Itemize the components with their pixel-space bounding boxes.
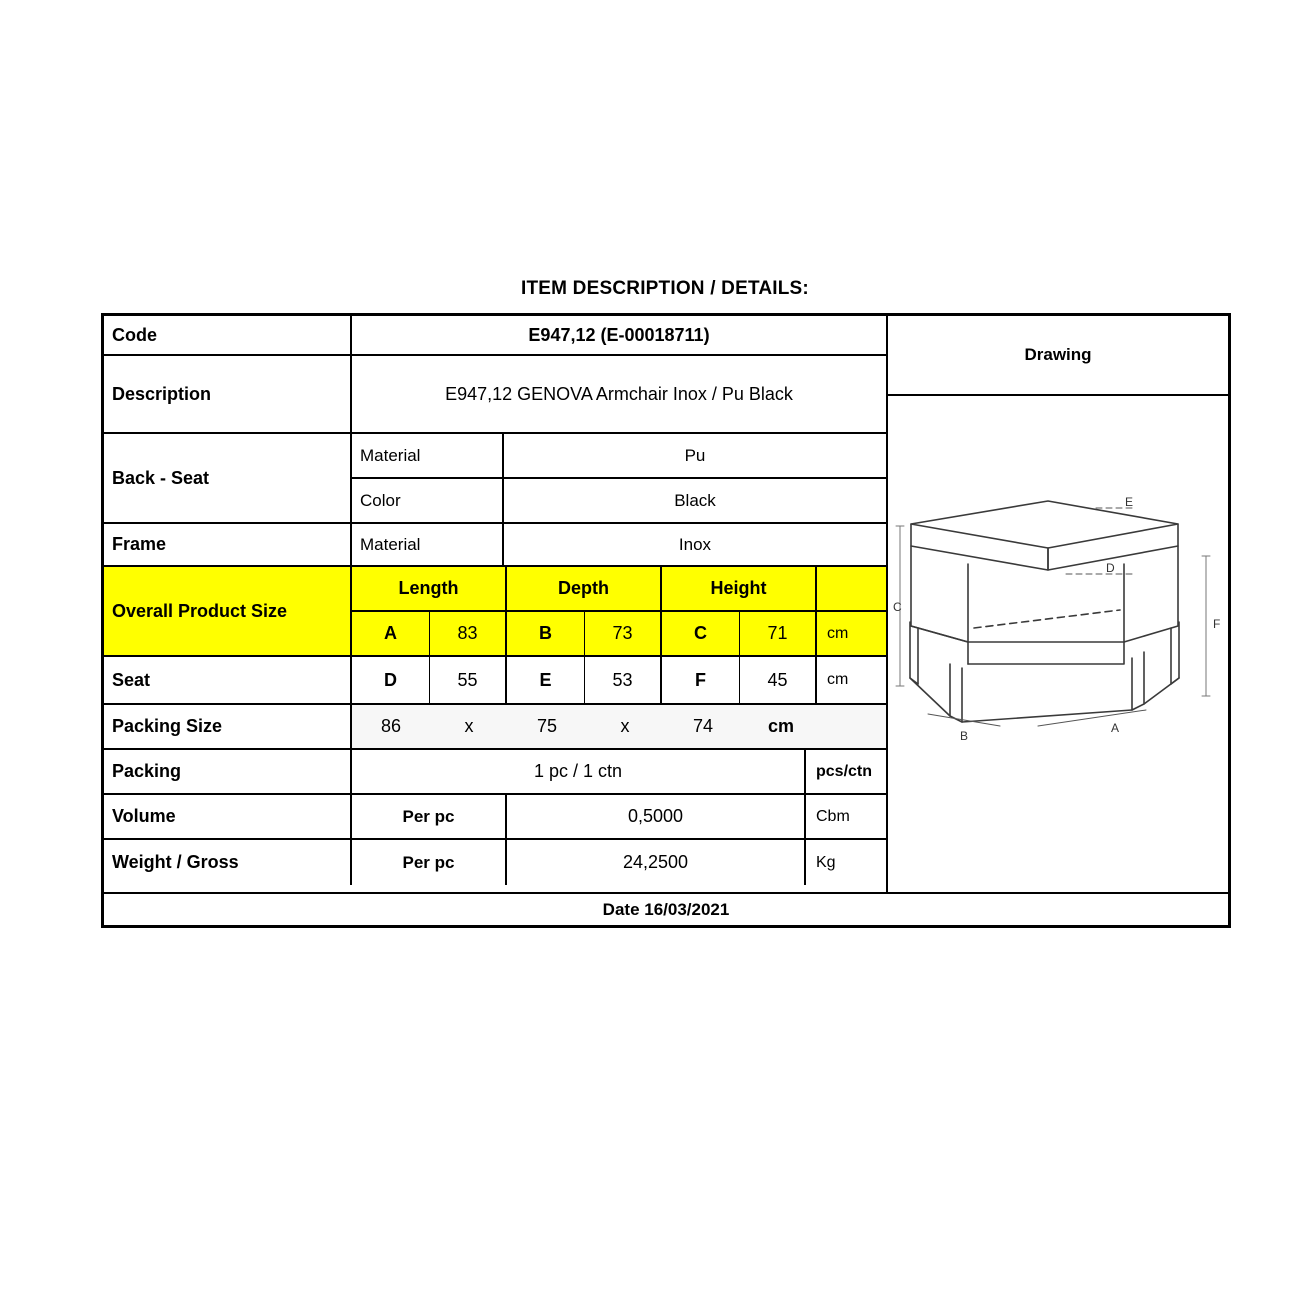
armchair-drawing-icon [888,396,1231,892]
overall-size-headers [352,567,886,612]
weight-gross-unit: Kg [816,853,836,871]
back-seat-material-row [352,434,886,479]
table-row-weight-gross [104,840,886,885]
date-footer: Date 16/03/2021 [101,892,1231,928]
drawing-label-c: C [893,600,902,614]
packing-value: 1 pc / 1 ctn [352,750,806,793]
description-label: Description [104,356,352,432]
overall-letter-c: C [662,612,740,655]
code-label: Code [104,316,352,354]
drawing-area [888,396,1228,892]
drawing-label-a: A [1111,721,1120,735]
overall-product-size-values [352,567,886,655]
packing-size-sep-2: x [620,716,630,736]
drawing-label-f: F [1213,617,1221,631]
overall-size-row [352,612,886,655]
spec-table [101,313,1231,895]
header-height: Height [662,567,817,610]
seat-value-f: 45 [740,657,817,703]
spec-table-right [888,316,1228,892]
weight-per-pc-key: Per pc [352,840,507,885]
header-unit-spacer [817,567,886,610]
packing-unit: pcs/ctn [816,762,873,780]
overall-letter-a: A [352,612,430,655]
overall-value-c: 71 [740,612,817,655]
weight-gross-value: 24,2500 [507,840,806,885]
overall-value-b: 73 [585,612,662,655]
header-length: Length [352,567,507,610]
drawing-header-label: Drawing [888,316,1228,396]
frame-material-key: Material [352,524,504,565]
table-row-frame [104,524,886,567]
back-seat-color-row [352,479,886,522]
volume-unit: Cbm [816,807,850,825]
packing-size-sep-1: x [464,716,474,736]
page-title: ITEM DESCRIPTION / DETAILS: [521,278,809,299]
seat-letter-d: D [352,657,430,703]
table-row-overall-product-size [104,567,886,657]
volume-label: Volume [104,795,352,838]
table-row-packing [104,750,886,795]
seat-letter-f: F [662,657,740,703]
table-row-code [104,316,886,356]
seat-letter-e: E [507,657,585,703]
table-row-description [104,356,886,434]
back-seat-color-value: Black [674,490,716,510]
overall-letter-b: B [507,612,585,655]
table-row-packing-size [104,705,886,750]
description-value: E947,12 GENOVA Armchair Inox / Pu Black [445,383,793,404]
seat-label: Seat [104,657,352,703]
drawing-label-b: B [960,729,969,743]
table-row-seat [104,657,886,705]
frame-material-value: Inox [678,534,712,554]
weight-gross-label: Weight / Gross [104,840,352,885]
packing-size-unit: cm [767,716,794,736]
drawing-label-e: E [1125,495,1134,509]
packing-size-depth: 75 [536,716,558,736]
drawing-label-d: D [1106,561,1115,575]
packing-size-length: 86 [380,716,402,736]
back-seat-color-key: Color [352,479,504,522]
header-depth: Depth [507,567,662,610]
back-seat-material-key: Material [352,434,504,477]
table-row-back-seat [104,434,886,524]
table-row-volume [104,795,886,840]
packing-label: Packing [104,750,352,793]
seat-unit: cm [827,671,849,688]
spec-table-left [104,316,888,892]
overall-unit: cm [827,624,849,642]
overall-value-a: 83 [430,612,507,655]
volume-per-pc-key: Per pc [352,795,507,838]
code-value: E947,12 (E-00018711) [528,324,710,345]
back-seat-material-value: Pu [684,445,706,465]
packing-size-values [352,705,886,748]
seat-value-e: 53 [585,657,662,703]
volume-value: 0,5000 [507,795,806,838]
back-seat-values [352,434,886,522]
back-seat-label: Back - Seat [104,434,352,522]
packing-size-height: 74 [692,716,714,736]
frame-label: Frame [104,524,352,565]
overall-product-size-label: Overall Product Size [104,567,352,655]
seat-value-d: 55 [430,657,507,703]
packing-size-label: Packing Size [104,705,352,748]
